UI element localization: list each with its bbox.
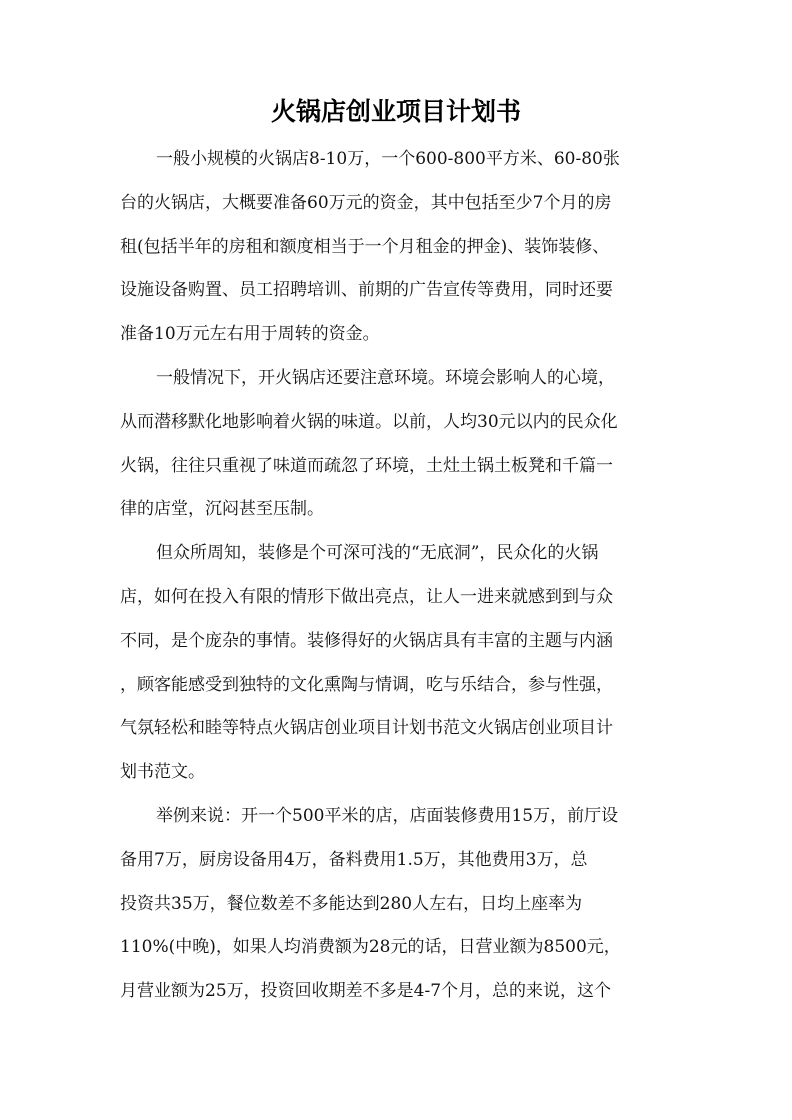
text-line: 气氛轻松和睦等特点火锅店创业项目计划书范文火锅店创业项目计 (120, 718, 613, 739)
document-body (120, 138, 680, 1014)
text-line: 一般情况下，开火锅店还要注意环境。环境会影响人的心境， (156, 367, 615, 388)
text-line: 投资共35万，餐位数差不多能达到280人左右，日均上座率为 (120, 893, 583, 914)
text-line: 律的店堂，沉闷甚至压制。 (120, 499, 324, 520)
text-line: 店，如何在投入有限的情形下做出亮点，让人一进来就感到到与众 (120, 586, 613, 607)
text-line: 月营业额为25万，投资回收期差不多是4-7个月，总的来说，这个 (120, 981, 612, 1002)
text-line: 划书范文。 (120, 762, 205, 783)
text-line: ，顾客能感受到独特的文化熏陶与情调，吃与乐结合，参与性强， (120, 674, 613, 695)
text-line: 从而潜移默化地影响着火锅的味道。以前，人均30元以内的民众化 (120, 411, 618, 432)
text-line: 火锅，往往只重视了味道而疏忽了环境，土灶土锅土板凳和千篇一 (120, 455, 613, 476)
document-title: 火锅店创业项目计划书 (270, 97, 521, 126)
text-line: 准备10万元左右用于周转的资金。 (120, 324, 380, 345)
text-line: 租(包括半年的房租和额度相当于一个月租金的押金)、装饰装修、 (120, 236, 610, 257)
text-line: 设施设备购置、员工招聘培训、前期的广告宣传等费用，同时还要 (120, 280, 613, 301)
text-line: 举例来说：开一个500平米的店，店面装修费用15万，前厅设 (156, 805, 619, 826)
text-line: 一般小规模的火锅店8-10万，一个600-800平方米、60-80张 (156, 149, 620, 169)
text-line: 备用7万，厨房设备用4万，备料费用1.5万，其他费用3万，总 (120, 849, 588, 870)
text-line: 不同，是个庞杂的事情。装修得好的火锅店具有丰富的主题与内涵 (120, 630, 613, 651)
text-line: 110%(中晚)，如果人均消费额为28元的话，日营业额为8500元， (120, 937, 621, 958)
text-line: 但众所周知，装修是个可深可浅的“无底洞”，民众化的火锅 (156, 543, 599, 564)
text-line: 台的火锅店，大概要准备60万元的资金，其中包括至少7个月的房 (120, 192, 612, 213)
